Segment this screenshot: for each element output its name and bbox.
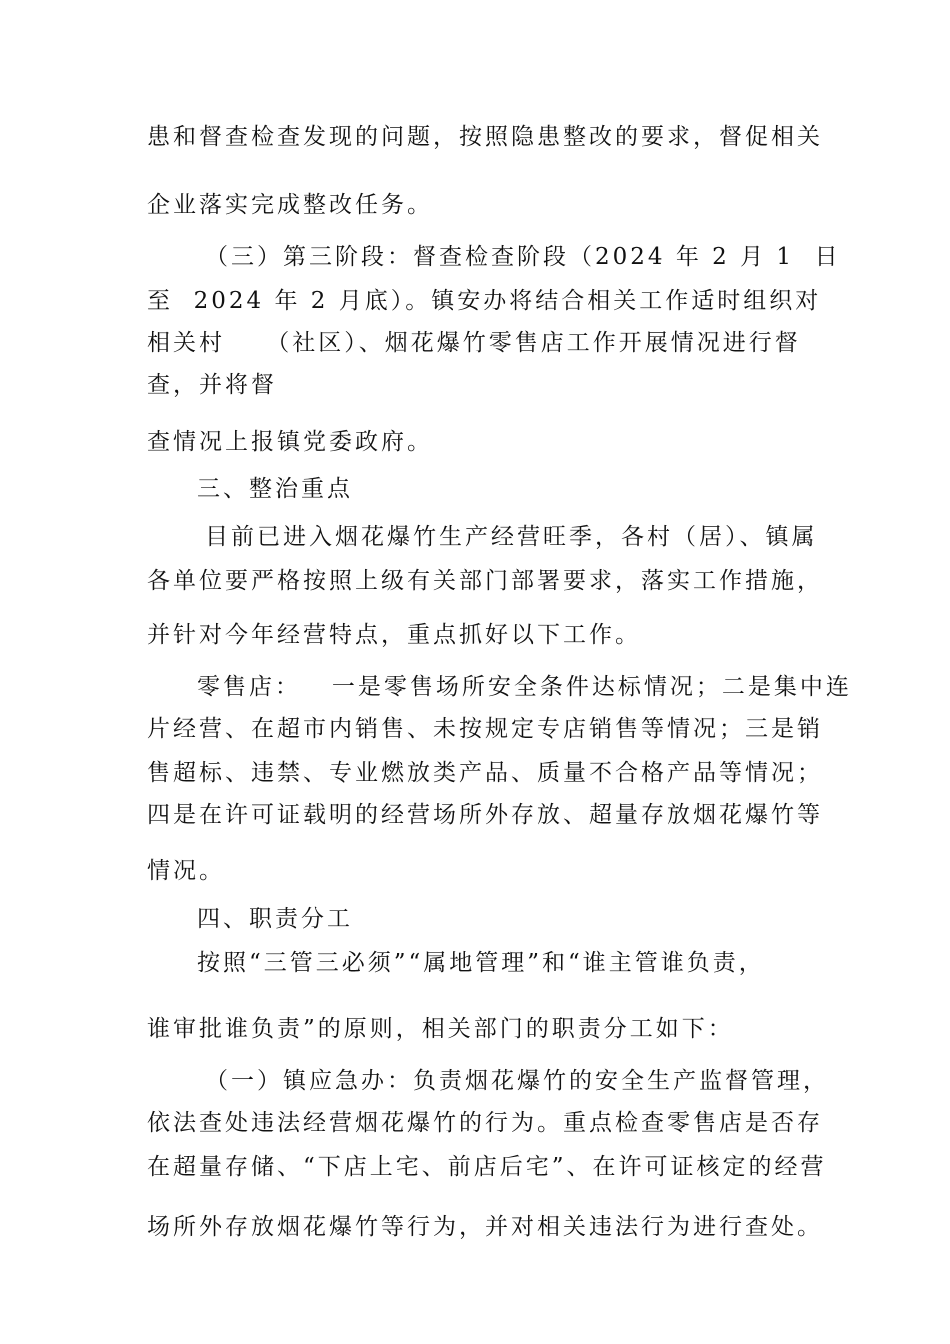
body-line: 查，并将督 <box>147 372 277 398</box>
body-line: 各单位要严格按照上级有关部门部署要求，落实工作措施， <box>147 568 823 594</box>
body-line: 并针对今年经营特点，重点抓好以下工作。 <box>147 622 641 648</box>
body-line: 片经营、在超市内销售、未按规定专店销售等情况；三是销 <box>147 716 823 742</box>
body-line: 零售店： 一是零售场所安全条件达标情况；二是集中连 <box>197 674 852 700</box>
body-line: 至 2024 年 2 月底）。镇安办将结合相关工作适时组织对 <box>147 288 822 314</box>
body-line: 售超标、违禁、专业燃放类产品、质量不合格产品等情况； <box>147 760 823 786</box>
body-line: 谁审批谁负责”的原则，相关部门的职责分工如下： <box>147 1016 734 1042</box>
section-heading: 四、职责分工 <box>197 906 353 932</box>
body-line: 查情况上报镇党委政府。 <box>147 429 433 455</box>
body-line: 四是在许可证载明的经营场所外存放、超量存放烟花爆竹等 <box>147 802 823 828</box>
body-line: 相关村 （社区）、烟花爆竹零售店工作开展情况进行督 <box>147 330 801 356</box>
body-line: 企业落实完成整改任务。 <box>147 192 433 218</box>
section-heading: （三）第三阶段：督查检查阶段（2024 年 2 月 1 日 <box>205 244 841 270</box>
body-line: 目前已进入烟花爆竹生产经营旺季，各村（居）、镇属 <box>205 524 818 550</box>
section-heading: （一）镇应急办：负责烟花爆竹的安全生产监督管理， <box>205 1068 829 1094</box>
section-heading: 三、整治重点 <box>197 476 353 502</box>
body-line: 依法查处违法经营烟花爆竹的行为。重点检查零售店是否存 <box>147 1110 823 1136</box>
body-line: 情况。 <box>147 858 225 884</box>
body-line: 在超量存储、“下店上宅、前店后宅”、在许可证核定的经营 <box>147 1154 827 1180</box>
body-line: 场所外存放烟花爆竹等行为，并对相关违法行为进行查处。 <box>147 1214 823 1240</box>
body-line: 按照“三管三必须”“属地管理”和“谁主管谁负责， <box>197 950 765 976</box>
body-line: 患和督查检查发现的问题，按照隐患整改的要求，督促相关 <box>147 124 823 150</box>
